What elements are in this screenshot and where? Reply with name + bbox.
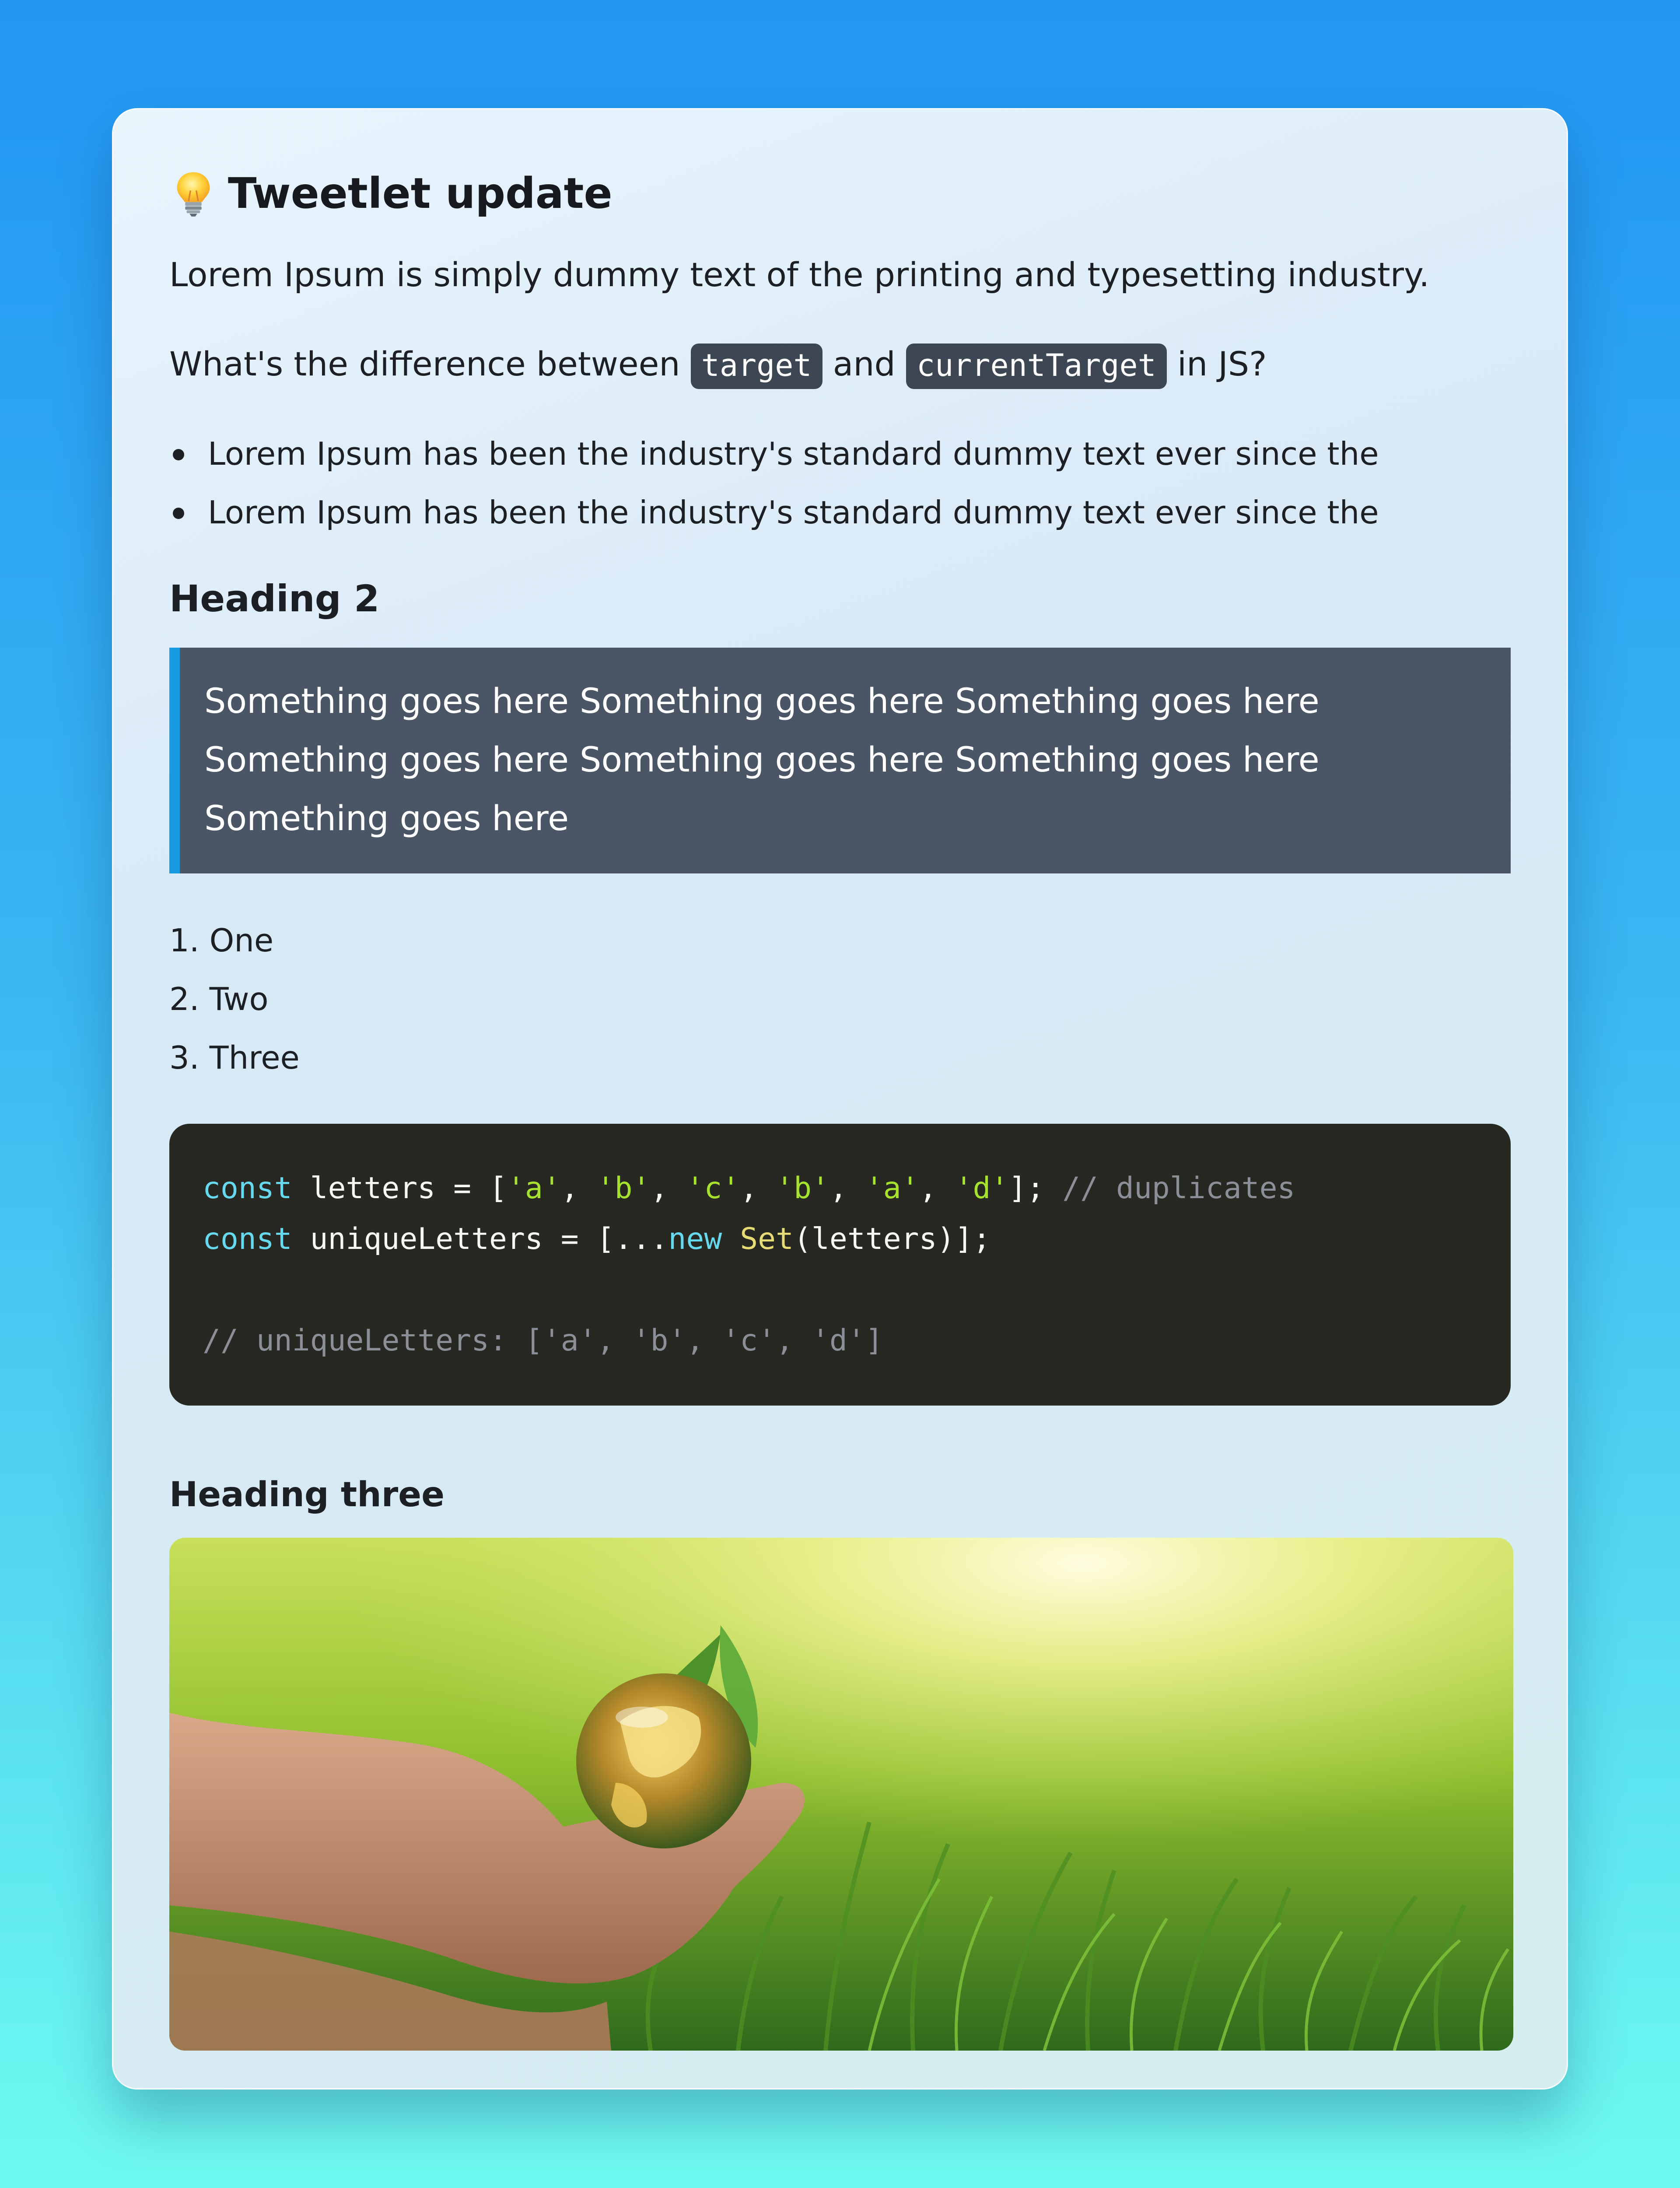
code-comment: // uniqueLetters: ['a', 'b', 'c', 'd'] — [203, 1323, 883, 1358]
code-block — [169, 1124, 1511, 1406]
bullet-item: Lorem Ipsum has been the industry's standard dummy text ever since the — [169, 424, 1511, 483]
heading-2: Heading 2 — [169, 577, 380, 620]
intro-paragraph: Lorem Ipsum is simply dummy text of the printing and typesetting industry. — [169, 255, 1430, 294]
code-punct: ]; — [1008, 1171, 1063, 1206]
code-keyword: new — [668, 1222, 722, 1256]
question-before: What's the difference between — [169, 344, 680, 383]
code-string: 'b' — [596, 1171, 651, 1206]
inline-code-target: target — [691, 344, 822, 389]
code-string: 'a' — [507, 1171, 561, 1206]
bullet-list — [169, 424, 1511, 542]
heading-3: Heading three — [169, 1475, 444, 1515]
code-line-blank — [203, 1265, 1477, 1315]
code-line-1 — [203, 1163, 1477, 1214]
ordered-list-item: 3. Three — [169, 1039, 300, 1076]
ordered-list-item: 1. One — [169, 922, 274, 959]
code-punct: , — [829, 1171, 865, 1206]
code-keyword: const — [203, 1222, 292, 1256]
question-middle: and — [833, 344, 896, 383]
code-text: letters = [ — [292, 1171, 507, 1206]
code-text — [722, 1222, 740, 1256]
question-paragraph — [169, 337, 1511, 391]
bullet-item: Lorem Ipsum has been the industry's standard dummy text ever since the — [169, 483, 1511, 542]
question-after: in JS? — [1177, 344, 1267, 383]
inline-code-current-target: currentTarget — [906, 344, 1167, 389]
card-title — [169, 165, 1511, 221]
code-punct: , — [919, 1171, 955, 1206]
code-punct: , — [740, 1171, 776, 1206]
title-text: Tweetlet update — [228, 169, 612, 218]
ordered-list — [169, 911, 1511, 1087]
code-line-4 — [203, 1315, 1477, 1366]
code-string: 'b' — [776, 1171, 830, 1206]
blockquote: Something goes here Something goes here Something goes here Something goes here Something goes here Something goes here Something goes here — [169, 648, 1511, 873]
code-string: 'a' — [865, 1171, 919, 1206]
code-comment: // duplicates — [1062, 1171, 1295, 1206]
code-line-2 — [203, 1214, 1477, 1265]
tweetlet-card — [112, 108, 1568, 2090]
code-string: 'd' — [955, 1171, 1009, 1206]
code-class-name: Set — [740, 1222, 794, 1256]
code-text: (letters)]; — [794, 1222, 991, 1256]
hands-holding-globe-image — [169, 1538, 1513, 2051]
code-keyword: const — [203, 1171, 292, 1206]
lightbulb-icon — [169, 169, 217, 218]
code-text: uniqueLetters = [... — [292, 1222, 668, 1256]
ordered-list-item: 2. Two — [169, 981, 269, 1017]
code-punct: , — [560, 1171, 597, 1206]
code-punct: , — [650, 1171, 686, 1206]
code-string: 'c' — [686, 1171, 740, 1206]
